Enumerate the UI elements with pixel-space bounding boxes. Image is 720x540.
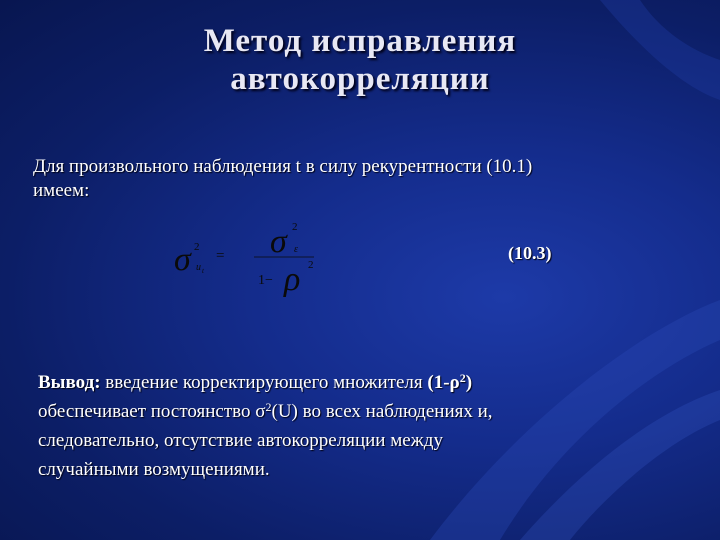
intro-text xyxy=(33,155,693,203)
formula-lhs-sup: 2 xyxy=(194,241,200,253)
slide-title xyxy=(0,22,720,98)
formula-10-3 xyxy=(170,212,330,300)
formula-lhs-sub: u xyxy=(196,262,201,273)
conclusion-text xyxy=(38,368,688,484)
conclusion-line-2 xyxy=(38,397,688,426)
conclusion-line-1 xyxy=(38,368,688,397)
conclusion-line-3: следовательно, отсутствие автокорреляции между xyxy=(38,430,443,451)
line2-pre: обеспечивает постоянство σ xyxy=(38,401,266,422)
formula-equals: = xyxy=(216,248,225,264)
equation-number: (10.3) xyxy=(508,243,552,263)
conclusion-factor xyxy=(427,372,472,393)
formula-num-sigma: σ xyxy=(270,223,287,260)
conclusion-line-4: случайными возмущениями. xyxy=(38,459,270,480)
line2-post: (U) во всех наблюдениях и, xyxy=(271,401,493,422)
formula-num-sub: ε xyxy=(294,244,298,255)
line2-exp: 2 xyxy=(265,400,272,414)
formula-lhs-sigma: σ xyxy=(174,241,191,278)
factor-base: (1-ρ xyxy=(427,372,460,393)
formula-den-rho: ρ xyxy=(284,261,301,298)
formula-den-sup: 2 xyxy=(308,259,314,271)
title-line-2: автокорреляции xyxy=(230,61,490,97)
intro-line-2: имеем: xyxy=(33,180,90,201)
factor-exp: 2 xyxy=(459,371,466,385)
intro-line-1: Для произвольного наблюдения t в силу рекурентности (10.1) xyxy=(33,156,533,177)
conclusion-text-1: введение корректирующего множителя xyxy=(100,372,428,393)
formula-num-sup: 2 xyxy=(292,221,298,233)
title-line-1: Метод исправления xyxy=(203,23,517,59)
conclusion-label: Вывод: xyxy=(38,372,101,393)
formula-lhs-sub2: t xyxy=(202,267,204,275)
formula-den-one-minus: 1− xyxy=(258,273,273,288)
factor-close: ) xyxy=(465,372,473,393)
